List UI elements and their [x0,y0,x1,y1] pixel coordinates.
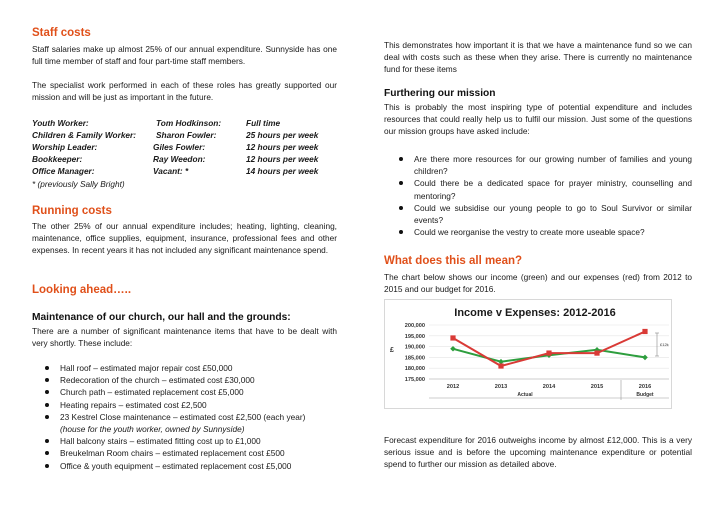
list-item [44,362,344,374]
x-tick-label: 2016 [638,384,652,390]
list-item [44,411,344,435]
list-item [398,177,692,201]
maintenance-subheading: Maintenance of our church, our hall and the grounds: [32,312,291,323]
list-item [44,435,344,447]
staff-hours: Full time [246,118,281,128]
maintenance-paragraph: There are a number of significant maintenance items that have to be dealt with very shortly. These include: [32,326,337,349]
list-item [44,460,344,472]
forecast-paragraph: Forecast expenditure for 2016 outweighs income by almost £12,000. This is a very serious issue and is before the upcoming maintenance expenditure or potential spend to further our mission as detailed above. [384,435,692,470]
list-item-text: Hall roof – estimated major repair cost £50,000 [60,363,233,373]
list-item [398,226,692,238]
staff-name: Ray Weedon: [153,154,206,164]
chart-intro-paragraph: The chart below shows our income (green) and our expenses (red) from 2012 to 2015 and our budget for 2016. [384,272,692,295]
bullet-icon [45,366,49,370]
y-tick-label: 175,000 [404,377,425,383]
maintenance-list [44,362,344,472]
looking-ahead-heading: Looking ahead….. [32,284,132,296]
x-tick-label: 2013 [494,384,508,390]
mission-questions-list [398,153,692,238]
list-item [398,202,692,226]
staff-name: Vacant: * [153,166,189,176]
staff-role: Worship Leader: [32,142,98,152]
staff-name: Tom Hodkinson: [156,118,222,128]
list-item-text: Hall balcony stairs – estimated fitting cost up to £1,000 [60,436,261,447]
income-point [642,355,648,361]
list-item [44,447,344,459]
list-item-text: Could we reorganise the vestry to create more useable space? [414,227,645,238]
gap-annotation-label: £12k [660,342,669,347]
list-item [44,399,344,411]
staff-role: Office Manager: [32,166,95,176]
bullet-icon [45,403,49,407]
maintenance-fund-paragraph: This demonstrates how important it is that we have a maintenance fund so we can deal with costs such as these when they arise. There is currently no maintenance fund for these items [384,40,692,75]
expenses-point [450,335,455,340]
expenses-point [498,363,503,368]
income-expenses-chart [384,299,672,409]
group-label-budget: Budget [636,392,654,398]
staff-name: Sharon Fowler: [156,130,217,140]
left-column [32,0,337,509]
bullet-icon [45,464,49,468]
y-tick-label: 200,000 [404,323,425,329]
x-tick-label: 2012 [446,384,460,390]
staff-note: * (previously Sally Bright) [32,179,125,189]
right-column [384,0,692,509]
what-does-this-mean-heading: What does this all mean? [384,255,523,267]
list-item-text: Could there be a dedicated space for prayer ministry, counselling and mentoring? [414,178,692,201]
staff-costs-paragraph-2: The specialist work performed in each of these roles has greatly supported our mission and will be just as important in the future. [32,80,337,103]
staff-hours: 12 hours per week [246,142,319,152]
list-item-text: Breukelman Room chairs – estimated replacement cost £500 [60,448,285,459]
list-item [44,374,344,386]
bullet-icon [399,206,403,210]
list-item-text: 23 Kestrel Close maintenance – estimated cost £2,500 (each year) [60,411,306,422]
running-costs-heading: Running costs [32,205,112,217]
staff-hours: 14 hours per week [246,166,319,176]
bullet-icon [45,439,49,443]
furthering-mission-heading: Furthering our mission [384,88,496,99]
list-item-text: Heating repairs – estimated cost £2,500 [60,399,207,410]
bullet-icon [399,157,403,161]
list-item-text: Are there more resources for our growing number of families and young children? [414,154,692,177]
bullet-icon [399,181,403,185]
staff-hours: 25 hours per week [246,130,319,140]
bullet-icon [45,390,49,394]
staff-costs-paragraph-1: Staff salaries make up almost 25% of our annual expenditure. Sunnyside has one full time member of staff and four part-time staff members. [32,44,337,67]
x-tick-label: 2015 [590,384,604,390]
staff-costs-heading: Staff costs [32,27,91,39]
list-item-subtext: (house for the youth worker, owned by Sunnyside) [60,424,245,435]
list-item [44,386,344,398]
staff-hours: 12 hours per week [246,154,319,164]
list-item [398,153,692,177]
chart-title: Income v Expenses: 2012-2016 [454,307,616,319]
staff-name: Giles Fowler: [153,142,206,152]
y-tick-label: 195,000 [404,333,425,340]
staff-role: Bookkeeper: [32,154,83,164]
group-label-actual: Actual [517,392,533,398]
expenses-point [546,350,551,355]
y-axis-label: £ [390,347,394,354]
list-item-text: Could we subsidise our young people to go to Soul Survivor or similar events? [414,202,692,226]
bullet-icon [45,451,49,455]
expenses-point [594,350,599,355]
running-costs-paragraph: The other 25% of our annual expenditure includes; heating, lighting, cleaning, maintenance, office supplies, equipment, insurance, professional fees and other expenses. In recent years it has not included any significant maintenance spend. [32,221,337,256]
x-tick-label: 2014 [542,384,556,390]
list-item-text: Church path – estimated replacement cost £5,000 [60,387,244,398]
chart-svg [385,300,671,408]
y-tick-label: 180,000 [404,366,425,373]
bullet-icon [399,230,403,234]
expenses-series-line [453,332,645,367]
list-item-text: Office & youth equipment – estimated replacement cost £5,000 [60,460,292,471]
staff-role: Youth Worker: [32,118,89,128]
list-item-text: Redecoration of the church – estimated cost £30,000 [60,375,255,386]
bullet-icon [45,378,49,382]
y-tick-label: 190,000 [404,344,425,351]
y-tick-label: 185,000 [404,355,425,362]
bullet-icon [45,415,49,419]
furthering-mission-paragraph: This is probably the most inspiring type of potential expenditure and includes resources that could really help us to fulfil our mission. Just some of the questions our mission groups have asked include: [384,102,692,137]
staff-role: Children & Family Worker: [32,130,137,140]
expenses-point [642,329,647,334]
